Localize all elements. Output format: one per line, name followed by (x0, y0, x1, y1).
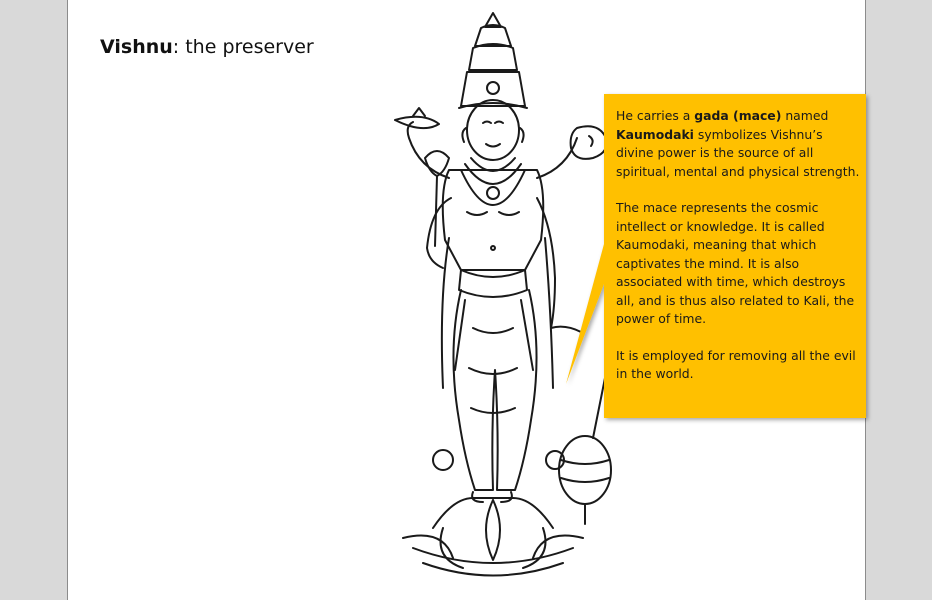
callout-p1-bold-2: Kaumodaki (616, 126, 694, 142)
callout-text (616, 107, 860, 402)
callout-p1-text-1: He carries a (616, 108, 695, 123)
callout-paragraph-1 (616, 107, 860, 181)
title-name: Vishnu (100, 36, 173, 58)
title-subtitle: : the preserver (172, 36, 314, 58)
callout-paragraph-2: The mace represents the cosmic intellect or knowledge. It is called Kaumodaki, meaning that which captivates the mind. It is also associated with time, which destroys all, and is thus also related to Kali, the power of time. (616, 200, 855, 326)
slide (67, 0, 866, 600)
callout-p1-bold-1: gada (mace) (694, 108, 782, 123)
callout-p1-text-2: named (781, 108, 829, 123)
info-callout (604, 94, 866, 418)
slide-title (100, 36, 314, 58)
callout-p1-text-3: symbolizes Vishnu’s divine power is the source of all spiritual, mental and physical strength. (616, 126, 860, 179)
callout-paragraph-3: It is employed for removing all the evil in the world. (616, 347, 856, 381)
